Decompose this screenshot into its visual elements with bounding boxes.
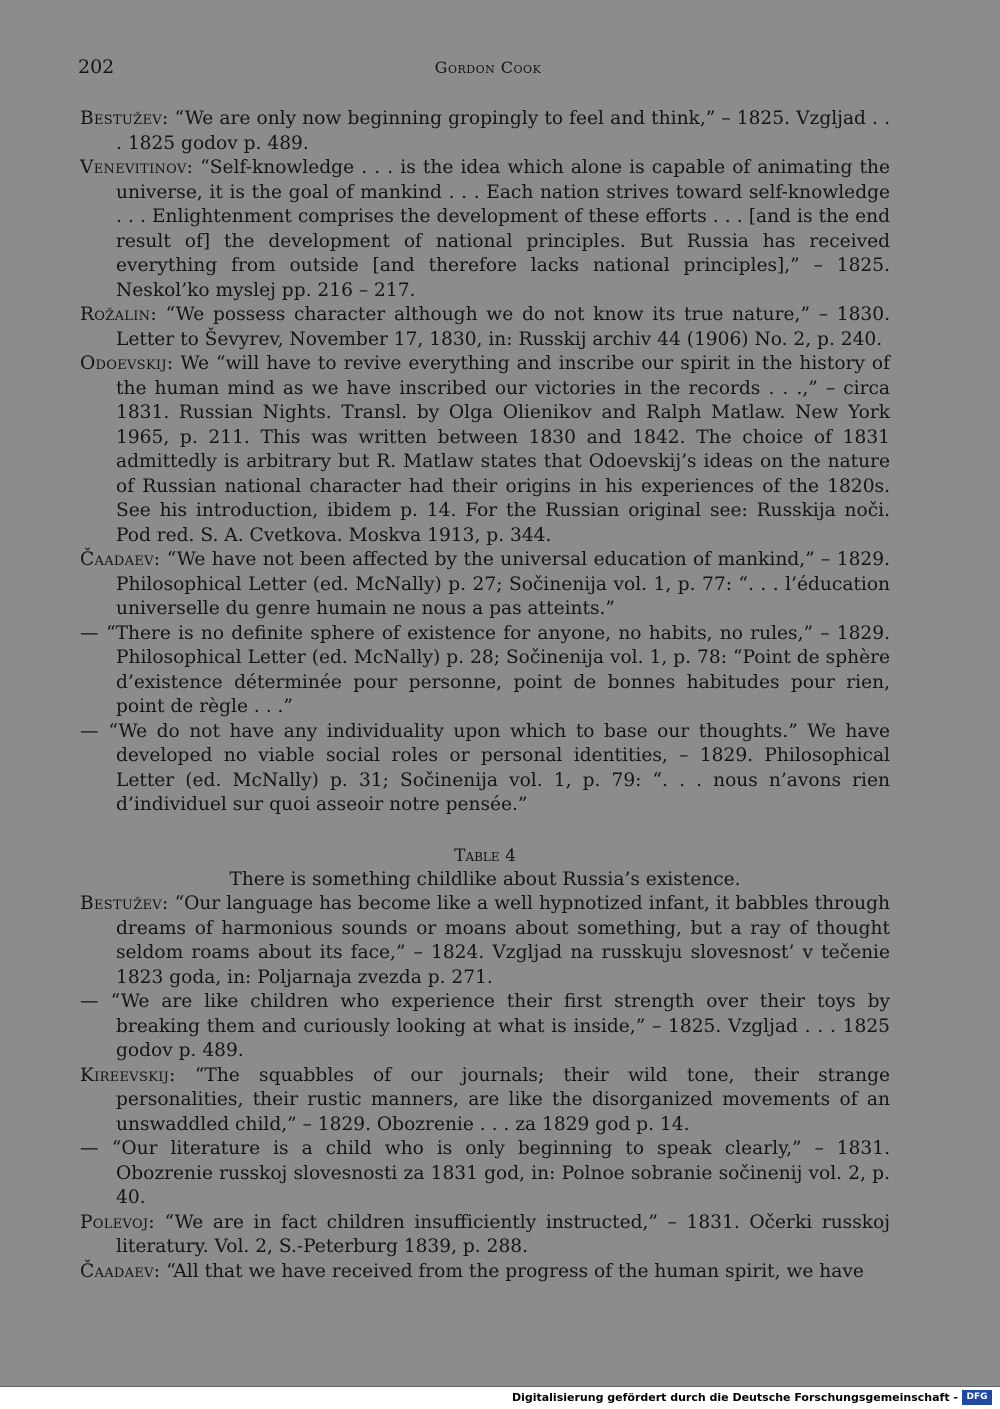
digitization-footer — [0, 1386, 1000, 1409]
author-name: — — [80, 991, 99, 1012]
quotation-text: “We are only now beginning gropingly to feel and think,” – 1825. Vzgljad . . . 1825 godov p. 489. — [116, 108, 890, 154]
quotation-text: “Our language has become like a well hypnotized infant, it babbles through dreams of harmonious sounds or moans about something, but a ray of thought seldom roams about its face,” – 1824. Vzgljad na russkuju slovesnost’ v tečenie 1823 goda, in: Poljarnaja zvezda p. 271. — [116, 893, 890, 988]
author-name: Odoevskij: — [80, 353, 174, 374]
quotation-text: “The squabbles of our journals; their wild tone, their strange personalities, their rustic manners, are like the disorganized movements of an unswaddled child,” – 1829. Obozrenie . . . za 1829 god p. 14. — [116, 1064, 890, 1135]
author-name: Kireevskij: — [80, 1064, 176, 1086]
quotation-entry — [80, 1211, 890, 1260]
quotation-entry — [80, 990, 890, 1064]
quotation-entry — [80, 156, 890, 303]
quotation-entry — [80, 548, 890, 622]
table-title: Table 4 — [454, 845, 516, 866]
table-4-quotation-list — [80, 892, 890, 1284]
dfg-logo: DFG — [962, 1390, 992, 1405]
quotation-text: “We are like children who experience their first strength over their toys by breaking them and curiously looking at what is inside,” – 1825. Vzgljad . . . 1825 godov p. 489. — [98, 991, 890, 1061]
author-name: Polevoj: — [80, 1211, 155, 1233]
quotation-text: “We possess character although we do not know its true nature,” – 1830. Letter to Ševyrev, November 17, 1830, in: Russkij archiv 44 (1906) No. 2, p. 240. — [116, 304, 890, 350]
quotation-text: “We do not have any individuality upon which to base our thoughts.” We have developed no viable social roles or personal identities, – 1829. Philosophical Letter (ed. McNally) p. 31; Sočinenija vol. 1, p. 79: “. . . nous n’avons rien d’individuel sur quoi asseoir notre pensée.” — [98, 720, 890, 815]
author-name: — — [80, 1138, 99, 1159]
author-name: Bestužev: — [80, 108, 169, 129]
quotation-text: “There is no definite sphere of existence for anyone, no habits, no rules,” – 1829. Philosophical Letter (ed. McNally) p. 28; Sočinenija vol. 1, p. 78: “Point de sphère d’existence déterminée pour personne, point de bonnes habitudes pour rien, point de règle . . .” — [98, 622, 890, 717]
author-name: Venevitinov: — [80, 157, 194, 178]
quotation-entry — [80, 303, 890, 352]
running-head: Gordon Cook — [434, 58, 542, 77]
page-number: 202 — [78, 56, 115, 78]
quotation-entry — [80, 1260, 890, 1285]
author-name: Čaadaev: — [80, 1260, 161, 1282]
quotation-entry — [80, 107, 890, 156]
page-header — [78, 56, 898, 82]
quotation-text: “Our literature is a child who is only beginning to speak clearly,” – 1831. Obozrenie russkoj slovesnosti za 1831 god, in: Polnoe sobranie sočinenij vol. 2, p. 40. — [98, 1138, 890, 1208]
footer-credit: Digitalisierung gefördert durch die Deutsche Forschungsgemeinschaft - — [511, 1391, 958, 1404]
author-name: — — [80, 720, 99, 742]
quotation-entry — [80, 352, 890, 548]
table-caption: There is something childlike about Russia’s existence. — [229, 868, 741, 890]
quotation-text: We “will have to revive everything and inscribe our spirit in the history of the human mind as we have inscribed our victories in the records . . .,” – circa 1831. Russian Nights. Transl. by Olga Olienikov and Ralph Matlaw. New York 1965, p. 211. This was written between 1830 and 1842. The choice of 1831 admittedly is arbitrary but R. Matlaw states that Odoevskij’s ideas on the nature of Russian national character had their origins in his experiences of the 1820s. See his introduction, ibidem p. 14. For the Russian original see: Russkija noči. Pod red. S. A. Cvetkova. Moskva 1913, p. 344. — [116, 353, 890, 546]
quotation-text: “Self-knowledge . . . is the idea which alone is capable of animating the universe, it is the goal of mankind . . . Each nation strives toward self-knowledge . . . Enlightenment comprises the development of these efforts . . . [and is the end result of] the development of national principles. But Russia has received everything from outside [and therefore lacks national principles],” – 1825. Neskol’ko myslej pp. 216 – 217. — [116, 157, 890, 301]
quotation-text: “We are in fact children insufficiently instructed,” – 1831. Očerki russkoj literatury. Vol. 2, S.-Peterburg 1839, p. 288. — [116, 1211, 890, 1257]
author-name: Čaadaev: — [80, 549, 161, 570]
author-name: Rožalin: — [80, 304, 157, 325]
quotation-text: “We have not been affected by the universal education of mankind,” – 1829. Philosophical Letter (ed. McNally) p. 27; Sočinenija vol. 1, p. 77: “. . . l’éducation universelle du genre humain ne nous a pas atteints.” — [116, 549, 890, 619]
author-name: Bestužev: — [80, 893, 169, 914]
author-name: — — [80, 622, 99, 644]
quotation-list — [80, 107, 890, 818]
quotation-entry — [80, 892, 890, 990]
quotation-entry — [80, 1064, 890, 1138]
page-body — [80, 107, 890, 1284]
quotation-entry — [80, 1137, 890, 1211]
quotation-text: “All that we have received from the progress of the human spirit, we have — [160, 1260, 864, 1282]
quotation-entry — [80, 622, 890, 720]
quotation-entry — [80, 720, 890, 818]
